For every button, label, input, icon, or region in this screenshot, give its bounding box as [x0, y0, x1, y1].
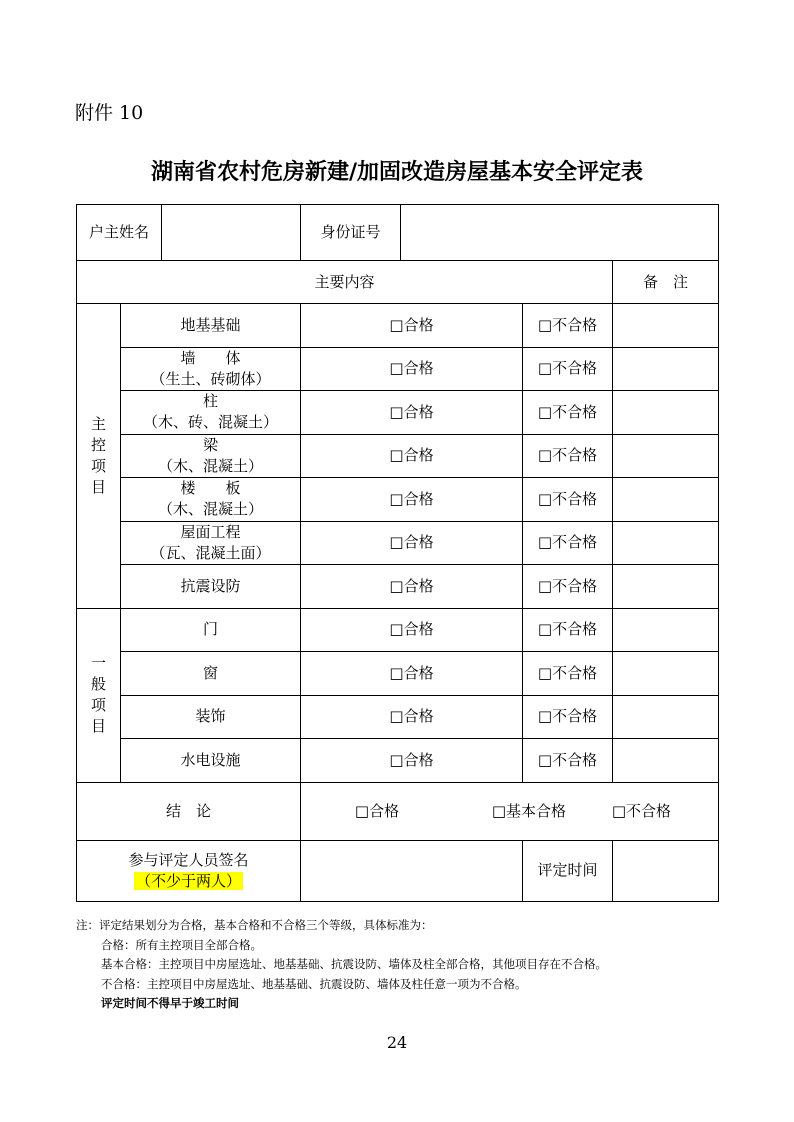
item-name: 抗震设防 [121, 565, 301, 609]
remark-cell[interactable] [613, 391, 719, 435]
remark-cell[interactable] [613, 478, 719, 522]
main-content-header: 主要内容 [77, 261, 613, 304]
fail-option[interactable]: □不合格 [523, 739, 613, 783]
signature-label-cell [77, 840, 301, 901]
main-item-row [77, 478, 719, 522]
pass-option[interactable]: □合格 [301, 434, 523, 478]
note-line: 合格：所有主控项目全部合格。 [101, 937, 262, 952]
pass-option[interactable]: □合格 [301, 739, 523, 783]
remark-cell[interactable] [613, 304, 719, 348]
attachment-label: 附件 10 [75, 102, 144, 124]
conclusion-fail-option[interactable]: □不合格 [611, 801, 671, 820]
general-item-row [77, 695, 719, 739]
remark-cell[interactable] [613, 565, 719, 609]
item-name: 水电设施 [121, 739, 301, 783]
pass-option[interactable]: □合格 [301, 478, 523, 522]
conclusion-row [77, 782, 719, 840]
fail-option[interactable]: □不合格 [523, 434, 613, 478]
note-line-bold: 评定时间不得早于竣工时间 [101, 996, 239, 1010]
item-name: 屋面工程 （瓦、混凝土面） [121, 521, 301, 565]
main-item-row [77, 304, 719, 348]
pass-option[interactable]: □合格 [301, 521, 523, 565]
owner-name-cell [77, 205, 301, 261]
remark-cell[interactable] [613, 434, 719, 478]
remark-cell[interactable] [613, 695, 719, 739]
note-line: 不合格：主控项目中房屋选址、地基基础、抗震设防、墙体及柱任意一项为不合格。 [101, 976, 527, 991]
item-name: 楼 板 （木、混凝土） [121, 478, 301, 522]
time-label: 评定时间 [523, 840, 613, 901]
owner-name-label: 户主姓名 [77, 205, 162, 260]
item-name: 柱 （木、砖、混凝土） [121, 391, 301, 435]
pass-option[interactable]: □合格 [301, 695, 523, 739]
remark-cell[interactable] [613, 347, 719, 391]
remark-cell[interactable] [613, 521, 719, 565]
signature-label: 参与评定人员签名 [128, 850, 249, 869]
remark-cell[interactable] [613, 739, 719, 783]
conclusion-options [301, 782, 719, 840]
main-item-row [77, 347, 719, 391]
id-label: 身份证号 [301, 205, 401, 261]
assessment-table [76, 204, 719, 902]
note-line: 基本合格：主控项目中房屋选址、地基基础、抗震设防、墙体及柱全部合格，其他项目存在不合格。 [101, 957, 607, 971]
conclusion-pass-option[interactable]: □合格 [354, 801, 400, 820]
notes [76, 916, 607, 1014]
page-number: 24 [386, 1033, 408, 1052]
page-title: 湖南省农村危房新建/加固改造房屋基本安全评定表 [150, 160, 644, 185]
pass-option[interactable]: □合格 [301, 608, 523, 652]
fail-option[interactable]: □不合格 [523, 695, 613, 739]
item-name: 窗 [121, 652, 301, 696]
fail-option[interactable]: □不合格 [523, 565, 613, 609]
signature-field[interactable] [301, 840, 523, 901]
pass-option[interactable]: □合格 [301, 347, 523, 391]
fail-option[interactable]: □不合格 [523, 652, 613, 696]
main-control-label: 主控项目 [77, 304, 121, 609]
pass-option[interactable]: □合格 [301, 304, 523, 348]
signature-row [77, 840, 719, 901]
note-line: 注：评定结果划分为合格，基本合格和不合格三个等级，具体标准为： [76, 918, 433, 932]
remark-cell[interactable] [613, 652, 719, 696]
general-label: 一般项目 [77, 608, 121, 782]
item-name: 装饰 [121, 695, 301, 739]
fail-option[interactable]: □不合格 [523, 391, 613, 435]
general-item-row [77, 608, 719, 652]
main-item-row [77, 434, 719, 478]
pass-option[interactable]: □合格 [301, 652, 523, 696]
main-item-row [77, 391, 719, 435]
owner-row [77, 205, 719, 261]
main-item-row [77, 521, 719, 565]
fail-option[interactable]: □不合格 [523, 521, 613, 565]
general-item-row [77, 652, 719, 696]
fail-option[interactable]: □不合格 [523, 478, 613, 522]
item-name: 地基基础 [121, 304, 301, 348]
owner-name-field[interactable] [162, 205, 300, 260]
id-field[interactable] [401, 205, 719, 261]
fail-option[interactable]: □不合格 [523, 304, 613, 348]
pass-option[interactable]: □合格 [301, 391, 523, 435]
signature-note: （不少于两人） [135, 871, 241, 890]
item-name: 墙 体 （生土、砖砌体） [121, 347, 301, 391]
general-item-row [77, 739, 719, 783]
pass-option[interactable]: □合格 [301, 565, 523, 609]
fail-option[interactable]: □不合格 [523, 347, 613, 391]
remark-header: 备 注 [613, 261, 719, 304]
main-item-row [77, 565, 719, 609]
conclusion-basic-pass-option[interactable]: □基本合格 [491, 801, 566, 820]
content-header-row [77, 261, 719, 304]
remark-cell[interactable] [613, 608, 719, 652]
conclusion-label: 结 论 [77, 782, 301, 840]
time-field[interactable] [613, 840, 719, 901]
item-name: 门 [121, 608, 301, 652]
fail-option[interactable]: □不合格 [523, 608, 613, 652]
item-name: 梁 （木、混凝土） [121, 434, 301, 478]
